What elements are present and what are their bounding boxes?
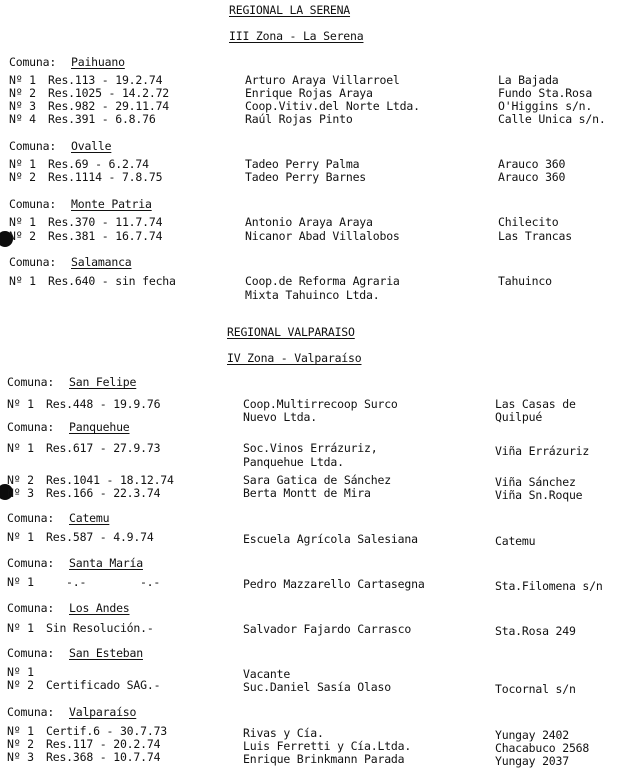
entry-number: Nº 1 (7, 397, 34, 411)
comuna-name: San Esteban (69, 646, 143, 660)
comuna-label: Comuna: (7, 511, 55, 525)
entry-owner: Salvador Fajardo Carrasco (243, 622, 412, 636)
comuna-name: San Felipe (69, 375, 137, 389)
comuna-name: Santa María (69, 556, 143, 570)
entry-resolution: Res.117 - 20.2.74 (46, 737, 161, 751)
zone-title: IV Zona - Valparaíso (227, 351, 362, 365)
comuna-name: Los Andes (69, 601, 130, 615)
comuna-label: Comuna: (7, 420, 55, 434)
comuna-name: Valparaíso (69, 705, 137, 719)
entry-owner: Nicanor Abad Villalobos (245, 229, 400, 243)
entry-resolution: Res.1025 - 14.2.72 (48, 86, 170, 100)
entry-place: Viña Errázuriz (495, 444, 590, 458)
entry-owner: Luis Ferretti y Cía.Ltda. (243, 739, 412, 753)
entry-owner: Raúl Rojas Pinto (245, 112, 353, 126)
entry-number: Nº 1 (9, 73, 36, 87)
comuna-label: Comuna: (7, 601, 55, 615)
entry-place: Calle Unica s/n. (498, 112, 606, 126)
entry-owner: Pedro Mazzarello Cartasegna (243, 577, 425, 591)
entry-place: Sta.Filomena s/n (495, 579, 603, 593)
entry-owner: Escuela Agrícola Salesiana (243, 532, 418, 546)
entry-owner: Tadeo Perry Palma (245, 157, 360, 171)
entry-owner-cont: Panquehue Ltda. (243, 455, 344, 469)
comuna-name: Monte Patria (71, 197, 152, 211)
comuna-name: Catemu (69, 511, 110, 525)
comuna-label: Comuna: (7, 646, 55, 660)
comuna-name: Ovalle (71, 139, 112, 153)
comuna-name: Paihuano (71, 55, 125, 69)
entry-number: Nº 1 (7, 575, 34, 589)
entry-place: Yungay 2037 (495, 754, 569, 768)
entry-place: Tocornal s/n (495, 682, 576, 696)
section-header: REGIONAL LA SERENA (229, 3, 351, 17)
entry-resolution: Res.1041 - 18.12.74 (46, 473, 174, 487)
entry-number: Nº 1 (7, 724, 34, 738)
entry-place-cont: Quilpué (495, 410, 543, 424)
entry-owner: Enrique Brinkmann Parada (243, 752, 405, 766)
entry-place: O'Higgins s/n. (498, 99, 593, 113)
entry-place: Arauco 360 (498, 170, 566, 184)
entry-number: Nº 1 (9, 215, 36, 229)
entry-resolution: Certif.6 - 30.7.73 (46, 724, 168, 738)
entry-resolution: Res.368 - 10.7.74 (46, 750, 161, 764)
entry-place: Chacabuco 2568 (495, 741, 590, 755)
comuna-label: Comuna: (9, 197, 57, 211)
entry-owner-cont: Mixta Tahuinco Ltda. (245, 288, 380, 302)
entry-number: Nº 1 (7, 530, 34, 544)
entry-resolution: Res.982 - 29.11.74 (48, 99, 170, 113)
entry-number: Nº 2 (9, 86, 36, 100)
entry-owner: Suc.Daniel Sasía Olaso (243, 680, 391, 694)
entry-number: Nº 1 (9, 274, 36, 288)
entry-place: Sta.Rosa 249 (495, 624, 576, 638)
zone-title: III Zona - La Serena (229, 29, 364, 43)
entry-resolution: Res.587 - 4.9.74 (46, 530, 154, 544)
entry-place: Viña Sn.Roque (495, 488, 583, 502)
entry-resolution: Res.391 - 6.8.76 (48, 112, 156, 126)
entry-owner: Rivas y Cía. (243, 726, 324, 740)
entry-place: Tahuinco (498, 274, 552, 288)
entry-resolution: Res.617 - 27.9.73 (46, 441, 161, 455)
entry-resolution: Res.448 - 19.9.76 (46, 397, 161, 411)
entry-owner: Sara Gatica de Sánchez (243, 473, 391, 487)
entry-place: Yungay 2402 (495, 728, 569, 742)
entry-owner: Coop.de Reforma Agraria (245, 274, 400, 288)
comuna-label: Comuna: (9, 139, 57, 153)
entry-resolution: Certificado SAG.- (46, 678, 161, 692)
entry-number: Nº 3 (9, 99, 36, 113)
entry-resolution: Sin Resolución.- (46, 621, 154, 635)
entry-place: Catemu (495, 534, 536, 548)
entry-number: Nº 1 (7, 441, 34, 455)
entry-owner: Antonio Araya Araya (245, 215, 373, 229)
entry-number: Nº 2 (7, 678, 34, 692)
comuna-name: Panquehue (69, 420, 130, 434)
entry-number: Nº 3 (7, 750, 34, 764)
entry-number: Nº 2 (9, 170, 36, 184)
entry-owner: Tadeo Perry Barnes (245, 170, 367, 184)
comuna-name: Salamanca (71, 255, 132, 269)
entry-resolution: Res.381 - 16.7.74 (48, 229, 163, 243)
entry-owner-cont: Nuevo Ltda. (243, 410, 317, 424)
entry-owner: Enrique Rojas Araya (245, 86, 373, 100)
entry-number: Nº 2 (9, 229, 36, 243)
entry-place: Fundo Sta.Rosa (498, 86, 593, 100)
entry-number: Nº 2 (7, 473, 34, 487)
entry-place: Las Casas de (495, 397, 576, 411)
entry-owner: Soc.Vinos Errázuriz, (243, 441, 378, 455)
entry-place: Viña Sánchez (495, 475, 576, 489)
entry-owner: Arturo Araya Villarroel (245, 73, 400, 87)
entry-resolution: Res.113 - 19.2.74 (48, 73, 163, 87)
entry-owner: Vacante (243, 667, 291, 681)
entry-place: La Bajada (498, 73, 559, 87)
entry-number: Nº 2 (7, 737, 34, 751)
entry-number: Nº 4 (9, 112, 36, 126)
entry-number: Nº 1 (9, 157, 36, 171)
comuna-label: Comuna: (9, 55, 57, 69)
comuna-label: Comuna: (9, 255, 57, 269)
entry-number: Nº 1 (7, 621, 34, 635)
entry-place: Arauco 360 (498, 157, 566, 171)
comuna-label: Comuna: (7, 556, 55, 570)
entry-owner: Berta Montt de Mira (243, 486, 371, 500)
entry-resolution: -.- -.- (66, 575, 161, 589)
entry-resolution: Res.166 - 22.3.74 (46, 486, 161, 500)
entry-place: Chilecito (498, 215, 559, 229)
entry-number: Nº 3 (7, 486, 34, 500)
entry-owner: Coop.Multirrecoop Surco (243, 397, 398, 411)
entry-place: Las Trancas (498, 229, 572, 243)
section-header: REGIONAL VALPARAISO (227, 325, 355, 339)
entry-resolution: Res.1114 - 7.8.75 (48, 170, 163, 184)
comuna-label: Comuna: (7, 375, 55, 389)
entry-resolution: Res.640 - sin fecha (48, 274, 176, 288)
entry-resolution: Res.370 - 11.7.74 (48, 215, 163, 229)
comuna-label: Comuna: (7, 705, 55, 719)
entry-owner: Coop.Vitiv.del Norte Ltda. (245, 99, 420, 113)
entry-number: Nº 1 (7, 665, 34, 679)
entry-resolution: Res.69 - 6.2.74 (48, 157, 149, 171)
